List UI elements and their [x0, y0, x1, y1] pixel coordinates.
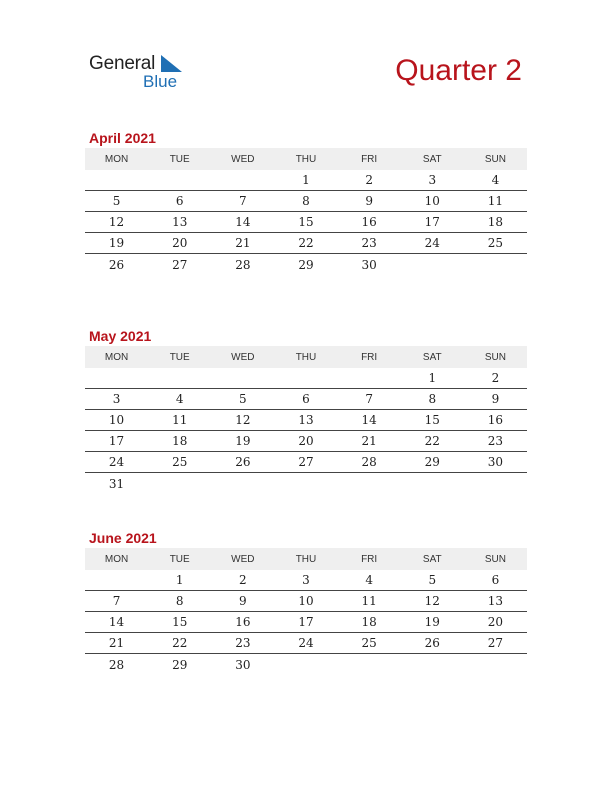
day-cell: 23: [361, 236, 377, 250]
logo: [89, 53, 199, 93]
day-cell: 2: [491, 371, 500, 385]
day-cell: 10: [424, 194, 440, 208]
day-cell: 19: [108, 236, 125, 250]
week-row: [85, 233, 527, 254]
weekday-header: MON: [104, 351, 129, 363]
weekday-header: MON: [104, 553, 129, 565]
day-cell: 30: [235, 657, 251, 672]
weekday-header: SAT: [422, 153, 442, 165]
week-row: [85, 570, 527, 591]
week-row: [85, 612, 527, 633]
month-may: [85, 326, 527, 494]
day-cell: 12: [108, 215, 125, 229]
day-cell: 1: [302, 173, 310, 187]
day-cell: 13: [487, 594, 504, 608]
day-cell: 3: [112, 392, 121, 406]
day-cell: 27: [298, 455, 314, 469]
quarter-title: Quarter 2: [395, 54, 522, 87]
day-cell: 15: [172, 615, 188, 629]
day-cell: 9: [491, 392, 500, 406]
logo-text-general: General: [89, 53, 156, 74]
week-row: [85, 212, 527, 233]
day-cell: 26: [424, 636, 440, 650]
day-cell: 29: [424, 455, 440, 469]
day-cell: 27: [487, 636, 504, 650]
week-row: [85, 170, 527, 191]
day-cell: 7: [239, 194, 247, 208]
month-april: [85, 128, 527, 275]
day-cell: 26: [108, 257, 125, 272]
day-cell: 23: [487, 434, 504, 448]
day-cell: 13: [298, 413, 314, 427]
day-cell: 25: [487, 236, 504, 250]
day-cell: 11: [487, 194, 504, 208]
day-cell: 8: [175, 594, 184, 608]
day-cell: 3: [302, 573, 310, 587]
weekday-header: WED: [231, 351, 255, 363]
day-cell: 24: [424, 236, 440, 250]
day-cell: 8: [428, 392, 437, 406]
day-cell: 28: [108, 657, 125, 672]
day-cell: 6: [175, 194, 184, 208]
month-title: April 2021: [89, 130, 156, 146]
day-cell: 28: [361, 455, 377, 469]
day-cell: 22: [424, 434, 440, 448]
day-cell: 22: [172, 636, 188, 650]
weekday-header: SAT: [422, 553, 442, 565]
weekday-header: MON: [104, 153, 129, 165]
weekday-header: SUN: [484, 553, 506, 565]
week-row: [85, 410, 527, 431]
week-row: [85, 654, 527, 675]
day-cell: 5: [112, 194, 121, 208]
day-cell: 21: [108, 636, 125, 650]
week-row: [85, 591, 527, 612]
day-cell: 4: [175, 392, 184, 406]
week-row: [85, 368, 527, 389]
day-cell: 19: [424, 615, 440, 629]
month-june: [85, 528, 527, 675]
day-cell: 28: [235, 257, 251, 272]
day-cell: 16: [361, 215, 377, 229]
day-cell: 15: [424, 413, 440, 427]
day-cell: 7: [112, 594, 121, 608]
day-cell: 25: [361, 636, 377, 650]
day-cell: 4: [491, 173, 500, 187]
day-cell: 1: [428, 371, 437, 385]
day-cell: 12: [424, 594, 440, 608]
weekday-header: FRI: [361, 351, 378, 363]
logo-text-blue: Blue: [143, 72, 178, 91]
weekday-header: TUE: [169, 351, 190, 363]
day-cell: 16: [487, 413, 504, 427]
week-row: [85, 452, 527, 473]
day-cell: 11: [172, 413, 188, 427]
day-cell: 20: [487, 615, 504, 629]
day-cell: 14: [235, 215, 251, 229]
weekday-header: SAT: [422, 351, 442, 363]
day-cell: 27: [172, 257, 188, 272]
month-title: May 2021: [89, 328, 152, 344]
day-cell: 21: [361, 434, 377, 448]
day-cell: 24: [108, 455, 125, 469]
day-cell: 29: [172, 657, 188, 672]
week-row: [85, 431, 527, 452]
day-cell: 17: [424, 215, 440, 229]
day-cell: 8: [302, 194, 310, 208]
day-cell: 5: [239, 392, 247, 406]
weekday-header: TUE: [169, 153, 190, 165]
day-cell: 11: [361, 594, 377, 608]
week-row: [85, 191, 527, 212]
day-cell: 14: [361, 413, 377, 427]
day-cell: 20: [172, 236, 188, 250]
day-cell: 6: [302, 392, 310, 406]
day-cell: 2: [365, 173, 373, 187]
day-cell: 31: [108, 476, 125, 491]
day-cell: 2: [239, 573, 247, 587]
month-title: June 2021: [89, 530, 157, 546]
weekday-header: WED: [231, 153, 255, 165]
day-cell: 9: [239, 594, 247, 608]
weekday-header: SUN: [484, 351, 506, 363]
day-cell: 21: [235, 236, 251, 250]
day-cell: 16: [235, 615, 251, 629]
day-cell: 29: [298, 257, 314, 272]
day-cell: 26: [235, 455, 251, 469]
weekday-header: THU: [295, 553, 317, 565]
day-cell: 22: [298, 236, 314, 250]
day-cell: 4: [365, 573, 373, 587]
day-cell: 13: [172, 215, 188, 229]
day-cell: 6: [491, 573, 500, 587]
day-cell: 3: [428, 173, 437, 187]
week-row: [85, 254, 527, 275]
weekday-header: WED: [231, 553, 255, 565]
day-cell: 7: [365, 392, 373, 406]
day-cell: 18: [361, 615, 377, 629]
day-cell: 19: [235, 434, 251, 448]
day-cell: 23: [235, 636, 251, 650]
weekday-header: FRI: [361, 553, 378, 565]
week-row: [85, 633, 527, 654]
weekday-header: THU: [295, 351, 317, 363]
weekday-header-row: [85, 548, 527, 570]
day-cell: 10: [298, 594, 314, 608]
weekday-header-row: [85, 148, 527, 170]
day-cell: 10: [108, 413, 125, 427]
week-row: [85, 473, 527, 494]
weekday-header: FRI: [361, 153, 378, 165]
day-cell: 30: [361, 257, 377, 272]
weekday-header: THU: [295, 153, 317, 165]
day-cell: 18: [487, 215, 504, 229]
day-cell: 1: [175, 573, 184, 587]
day-cell: 15: [298, 215, 314, 229]
week-row: [85, 389, 527, 410]
day-cell: 17: [108, 434, 125, 448]
day-cell: 17: [298, 615, 314, 629]
day-cell: 18: [172, 434, 188, 448]
day-cell: 30: [487, 455, 504, 469]
weekday-header-row: [85, 346, 527, 368]
day-cell: 25: [172, 455, 188, 469]
day-cell: 14: [108, 615, 125, 629]
weekday-header: TUE: [169, 553, 190, 565]
day-cell: 5: [428, 573, 437, 587]
day-cell: 12: [235, 413, 251, 427]
logo-flag-icon: [161, 55, 183, 73]
day-cell: 24: [298, 636, 314, 650]
day-cell: 9: [365, 194, 373, 208]
weekday-header: SUN: [484, 153, 506, 165]
day-cell: 20: [298, 434, 314, 448]
